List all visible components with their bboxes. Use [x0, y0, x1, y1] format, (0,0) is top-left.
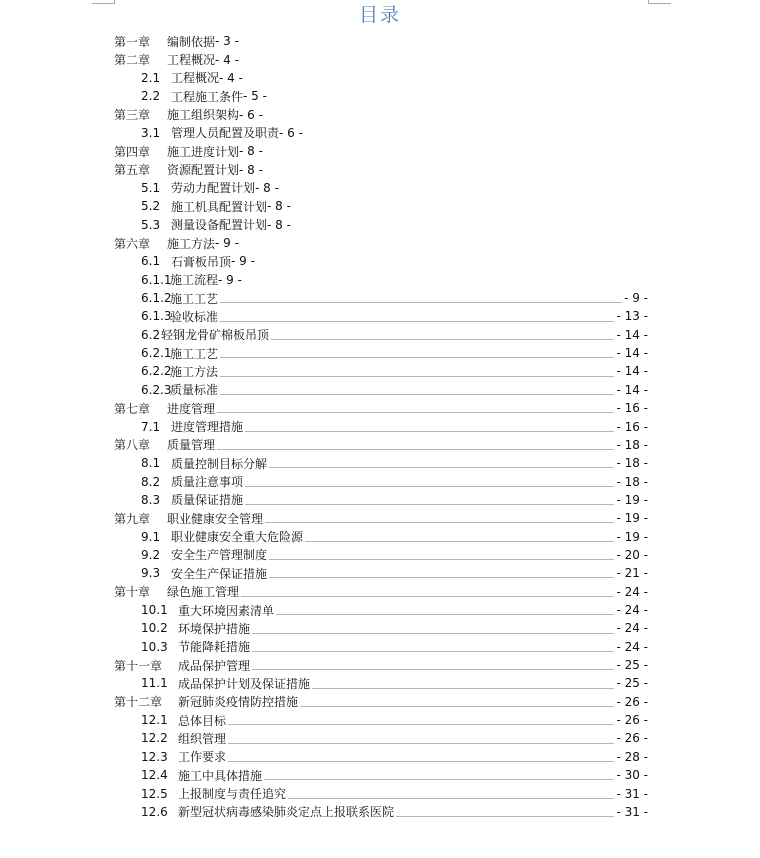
toc-dot-leader: [396, 816, 614, 817]
toc-dot-leader: [220, 394, 614, 395]
toc-entry-number: 6.1.3: [141, 309, 172, 324]
toc-entry-title: 施工工艺: [170, 291, 219, 306]
toc-entry[interactable]: [114, 50, 239, 68]
toc-entry-title: 施工机具配置计划: [171, 199, 268, 214]
toc-entry-title: 工作要求: [178, 750, 227, 765]
toc-entry-number: 7.1: [141, 419, 161, 434]
toc-entry-page-number: - 19 -: [616, 492, 648, 507]
toc-entry[interactable]: [114, 436, 648, 454]
toc-entry-page-number: - 21 -: [616, 566, 648, 581]
toc-entry-title: 编制依据: [167, 34, 216, 49]
toc-entry-page-number: - 9 -: [218, 272, 242, 287]
toc-entry[interactable]: [141, 803, 648, 821]
toc-entry[interactable]: [141, 711, 648, 729]
toc-entry-title: 组织管理: [178, 731, 227, 746]
toc-entry-page-number: - 8 -: [267, 217, 291, 232]
toc-entry-number: 第七章: [114, 401, 151, 416]
toc-entry-title: 质量管理: [167, 438, 216, 453]
toc-entry-number: 第八章: [114, 438, 151, 453]
toc-entry[interactable]: [141, 619, 648, 637]
toc-entry[interactable]: [114, 142, 263, 160]
toc-entry-number: 5.1: [141, 180, 161, 195]
toc-entry-title: 质量控制目标分解: [171, 456, 268, 471]
toc-entry[interactable]: [114, 32, 239, 50]
toc-entry-title: 施工工艺: [170, 346, 219, 361]
toc-entry-page-number: - 24 -: [616, 639, 648, 654]
toc-entry-page-number: - 18 -: [616, 456, 648, 471]
toc-entry[interactable]: [141, 748, 648, 766]
toc-entry-number: 6.1: [141, 254, 161, 269]
toc-entry-title: 石膏板吊顶: [171, 254, 232, 269]
toc-entry-number: 6.2.1: [141, 346, 172, 361]
toc-entry-page-number: - 30 -: [616, 768, 648, 783]
toc-dot-leader: [228, 743, 614, 744]
toc-entry-page-number: - 9 -: [624, 291, 648, 306]
toc-dot-leader: [271, 339, 614, 340]
toc-entry-title: 绿色施工管理: [167, 585, 240, 600]
toc-entry-page-number: - 18 -: [616, 437, 648, 452]
toc-entry[interactable]: [141, 674, 648, 692]
toc-entry[interactable]: [141, 124, 303, 142]
toc-entry-number: 6.1.2: [141, 291, 172, 306]
toc-dot-leader: [300, 706, 614, 707]
toc-entry-number: 第五章: [114, 163, 151, 178]
toc-entry-page-number: - 14 -: [616, 382, 648, 397]
toc-entry-number: 第一章: [114, 34, 151, 49]
toc-entry[interactable]: [141, 527, 648, 545]
toc-entry-number: 10.3: [141, 639, 168, 654]
toc-dot-leader: [264, 779, 614, 780]
toc-entry-title: 环境保护措施: [178, 621, 251, 636]
toc-entry[interactable]: [141, 381, 648, 399]
toc-entry[interactable]: [141, 454, 648, 472]
toc-entry[interactable]: [114, 693, 648, 711]
toc-entry-page-number: - 26 -: [616, 713, 648, 728]
toc-entry[interactable]: [141, 344, 648, 362]
toc-entry-page-number: - 4 -: [219, 70, 243, 85]
toc-entry-title: 劳动力配置计划: [171, 181, 256, 196]
toc-entry-number: 6.2.3: [141, 382, 172, 397]
toc-entry-page-number: - 9 -: [231, 254, 255, 269]
toc-dot-leader: [269, 577, 614, 578]
toc-dot-leader: [245, 504, 614, 505]
toc-entry[interactable]: [114, 160, 263, 178]
toc-entry-page-number: - 8 -: [239, 162, 263, 177]
toc-entry-number: 8.1: [141, 456, 161, 471]
toc-dot-leader: [305, 541, 614, 542]
toc-entry-number: 5.3: [141, 217, 161, 232]
toc-entry-page-number: - 8 -: [267, 199, 291, 214]
toc-entry-number: 12.2: [141, 731, 168, 746]
toc-entry-title: 职业健康安全重大危险源: [171, 530, 304, 545]
toc-entry-page-number: - 26 -: [616, 694, 648, 709]
toc-entry-title: 新型冠状病毒感染肺炎定点上报联系医院: [178, 805, 395, 820]
toc-entry-number: 第十二章: [114, 695, 163, 710]
toc-entry-number: 12.1: [141, 713, 168, 728]
toc-dot-leader: [252, 651, 614, 652]
toc-dot-leader: [288, 798, 614, 799]
toc-entry-title: 轻钢龙骨矿棉板吊顶: [161, 328, 270, 343]
toc-entry[interactable]: [141, 87, 267, 105]
toc-dot-leader: [228, 761, 614, 762]
toc-entry-page-number: - 24 -: [616, 621, 648, 636]
toc-entry-number: 11.1: [141, 676, 168, 691]
toc-entry-title: 安全生产保证措施: [171, 566, 268, 581]
toc-entry-title: 质量保证措施: [171, 493, 244, 508]
toc-entry[interactable]: [141, 546, 648, 564]
toc-entry[interactable]: [141, 491, 648, 509]
toc-entry-number: 9.3: [141, 566, 161, 581]
toc-entry-page-number: - 14 -: [616, 327, 648, 342]
toc-dot-leader: [276, 614, 614, 615]
toc-entry-page-number: - 4 -: [215, 52, 239, 67]
toc-entry-page-number: - 9 -: [215, 236, 239, 251]
toc-entry-title: 质量注意事项: [171, 475, 244, 490]
toc-dot-leader: [252, 633, 614, 634]
toc-entry[interactable]: [141, 197, 291, 215]
toc-entry-page-number: - 14 -: [616, 346, 648, 361]
toc-entry-number: 6.2: [141, 327, 161, 342]
toc-entry[interactable]: [114, 105, 263, 123]
toc-entry[interactable]: [141, 271, 242, 289]
toc-dot-leader: [252, 669, 614, 670]
toc-entry[interactable]: [141, 216, 291, 234]
toc-entry-title: 新冠肺炎疫情防控措施: [178, 695, 299, 710]
toc-entry[interactable]: [141, 252, 255, 270]
toc-entry-page-number: - 25 -: [616, 658, 648, 673]
toc-entry-page-number: - 5 -: [243, 89, 267, 104]
toc-entry-title: 资源配置计划: [167, 163, 240, 178]
toc-entry-number: 12.5: [141, 786, 168, 801]
toc-entry-title: 管理人员配置及职责: [171, 126, 280, 141]
toc-dot-leader: [220, 321, 614, 322]
toc-entry-number: 8.2: [141, 474, 161, 489]
toc-entry-page-number: - 8 -: [239, 144, 263, 159]
toc-entry-number: 9.1: [141, 529, 161, 544]
toc-entry-title: 工程概况: [171, 71, 220, 86]
toc-entry-number: 2.1: [141, 70, 161, 85]
toc-entry[interactable]: [141, 307, 648, 325]
toc-entry-title: 施工方法: [170, 364, 219, 379]
toc-entry-number: 第十章: [114, 585, 151, 600]
toc-entry[interactable]: [141, 601, 648, 619]
toc-dot-leader: [245, 431, 614, 432]
toc-entry[interactable]: [141, 472, 648, 490]
toc-entry[interactable]: [114, 509, 648, 527]
toc-entry[interactable]: [114, 399, 648, 417]
toc-entry-number: 第九章: [114, 511, 151, 526]
toc-entry-number: 2.2: [141, 89, 161, 104]
toc-entry-title: 职业健康安全管理: [167, 511, 264, 526]
toc-entry-page-number: - 24 -: [616, 584, 648, 599]
toc-entry[interactable]: [114, 656, 648, 674]
toc-entry[interactable]: [141, 179, 279, 197]
toc-entry-page-number: - 18 -: [616, 474, 648, 489]
toc-entry-title: 施工组织架构: [167, 108, 240, 123]
toc-entry-title: 测量设备配置计划: [171, 218, 268, 233]
toc-entry-page-number: - 6 -: [239, 107, 263, 122]
toc-dot-leader: [312, 688, 614, 689]
toc-dot-leader: [220, 302, 622, 303]
toc-entry-number: 5.2: [141, 199, 161, 214]
toc-entry-page-number: - 24 -: [616, 603, 648, 618]
toc-entry[interactable]: [114, 234, 239, 252]
toc-entry[interactable]: [141, 766, 648, 784]
toc-entry-number: 6.1.1: [141, 272, 172, 287]
toc-entry[interactable]: [141, 326, 648, 344]
toc-dot-leader: [220, 357, 614, 358]
toc-entry-title: 上报制度与责任追究: [178, 787, 287, 802]
toc-entry-number: 第二章: [114, 53, 151, 68]
toc-entry-title: 总体目标: [178, 713, 227, 728]
toc-entry[interactable]: [141, 417, 648, 435]
toc-entry-page-number: - 13 -: [616, 309, 648, 324]
toc-entry-title: 工程概况: [167, 53, 216, 68]
toc-dot-leader: [217, 412, 614, 413]
toc-entry-page-number: - 14 -: [616, 364, 648, 379]
toc-entry-page-number: - 19 -: [616, 511, 648, 526]
toc-entry[interactable]: [141, 784, 648, 802]
toc-entry[interactable]: [141, 638, 648, 656]
toc-entry-title: 节能降耗措施: [178, 640, 251, 655]
toc-entry-title: 成品保护计划及保证措施: [178, 676, 311, 691]
toc-entry-title: 施工进度计划: [167, 144, 240, 159]
toc-entry-page-number: - 16 -: [616, 419, 648, 434]
toc-entry-page-number: - 28 -: [616, 749, 648, 764]
toc-entry-number: 12.4: [141, 768, 168, 783]
toc-entry-title: 进度管理: [167, 401, 216, 416]
toc-entry-title: 质量标准: [170, 383, 219, 398]
toc-entry-number: 第十一章: [114, 658, 163, 673]
toc-entry-page-number: - 26 -: [616, 731, 648, 746]
toc-entry[interactable]: [141, 729, 648, 747]
toc-entry-number: 12.3: [141, 749, 168, 764]
toc-entry-page-number: - 25 -: [616, 676, 648, 691]
toc-entry-title: 施工中具体措施: [178, 768, 263, 783]
toc-entry[interactable]: [141, 564, 648, 582]
toc-entry-page-number: - 31 -: [616, 804, 648, 819]
toc-dot-leader: [241, 596, 614, 597]
toc-entry-number: 第四章: [114, 144, 151, 159]
toc-entry-number: 10.2: [141, 621, 168, 636]
toc-title: 目录: [358, 4, 401, 26]
toc-entry[interactable]: [141, 362, 648, 380]
toc-entry-title: 进度管理措施: [171, 420, 244, 435]
toc-entry[interactable]: [141, 69, 243, 87]
toc-dot-leader: [228, 724, 614, 725]
toc-entry-number: 8.3: [141, 492, 161, 507]
toc-entry-title: 成品保护管理: [178, 658, 251, 673]
toc-entry-title: 施工方法: [167, 236, 216, 251]
toc-dot-leader: [269, 559, 614, 560]
toc-dot-leader: [265, 522, 614, 523]
toc-entry[interactable]: [141, 289, 648, 307]
toc-entry-number: 9.2: [141, 547, 161, 562]
toc-dot-leader: [220, 376, 614, 377]
toc-entry-title: 重大环境因素清单: [178, 603, 275, 618]
toc-dot-leader: [217, 449, 614, 450]
toc-entry-page-number: - 6 -: [279, 125, 303, 140]
toc-dot-leader: [269, 467, 614, 468]
toc-entry-number: 3.1: [141, 125, 161, 140]
toc-entry-number: 第六章: [114, 236, 151, 251]
toc-entry-page-number: - 8 -: [255, 180, 279, 195]
toc-entry-number: 12.6: [141, 804, 168, 819]
toc-entry-page-number: - 3 -: [215, 34, 239, 49]
toc-entry-title: 安全生产管理制度: [171, 548, 268, 563]
toc-entry[interactable]: [114, 583, 648, 601]
toc-entry-title: 施工流程: [170, 273, 219, 288]
toc-entry-page-number: - 19 -: [616, 529, 648, 544]
toc-entry-page-number: - 31 -: [616, 786, 648, 801]
toc-entry-number: 第三章: [114, 108, 151, 123]
toc-entry-title: 工程施工条件: [171, 89, 244, 104]
toc-entry-number: 6.2.2: [141, 364, 172, 379]
toc-entry-page-number: - 20 -: [616, 547, 648, 562]
toc-dot-leader: [245, 486, 614, 487]
toc-entry-number: 10.1: [141, 603, 168, 618]
toc-entry-page-number: - 16 -: [616, 401, 648, 416]
toc-entry-title: 验收标准: [170, 309, 219, 324]
